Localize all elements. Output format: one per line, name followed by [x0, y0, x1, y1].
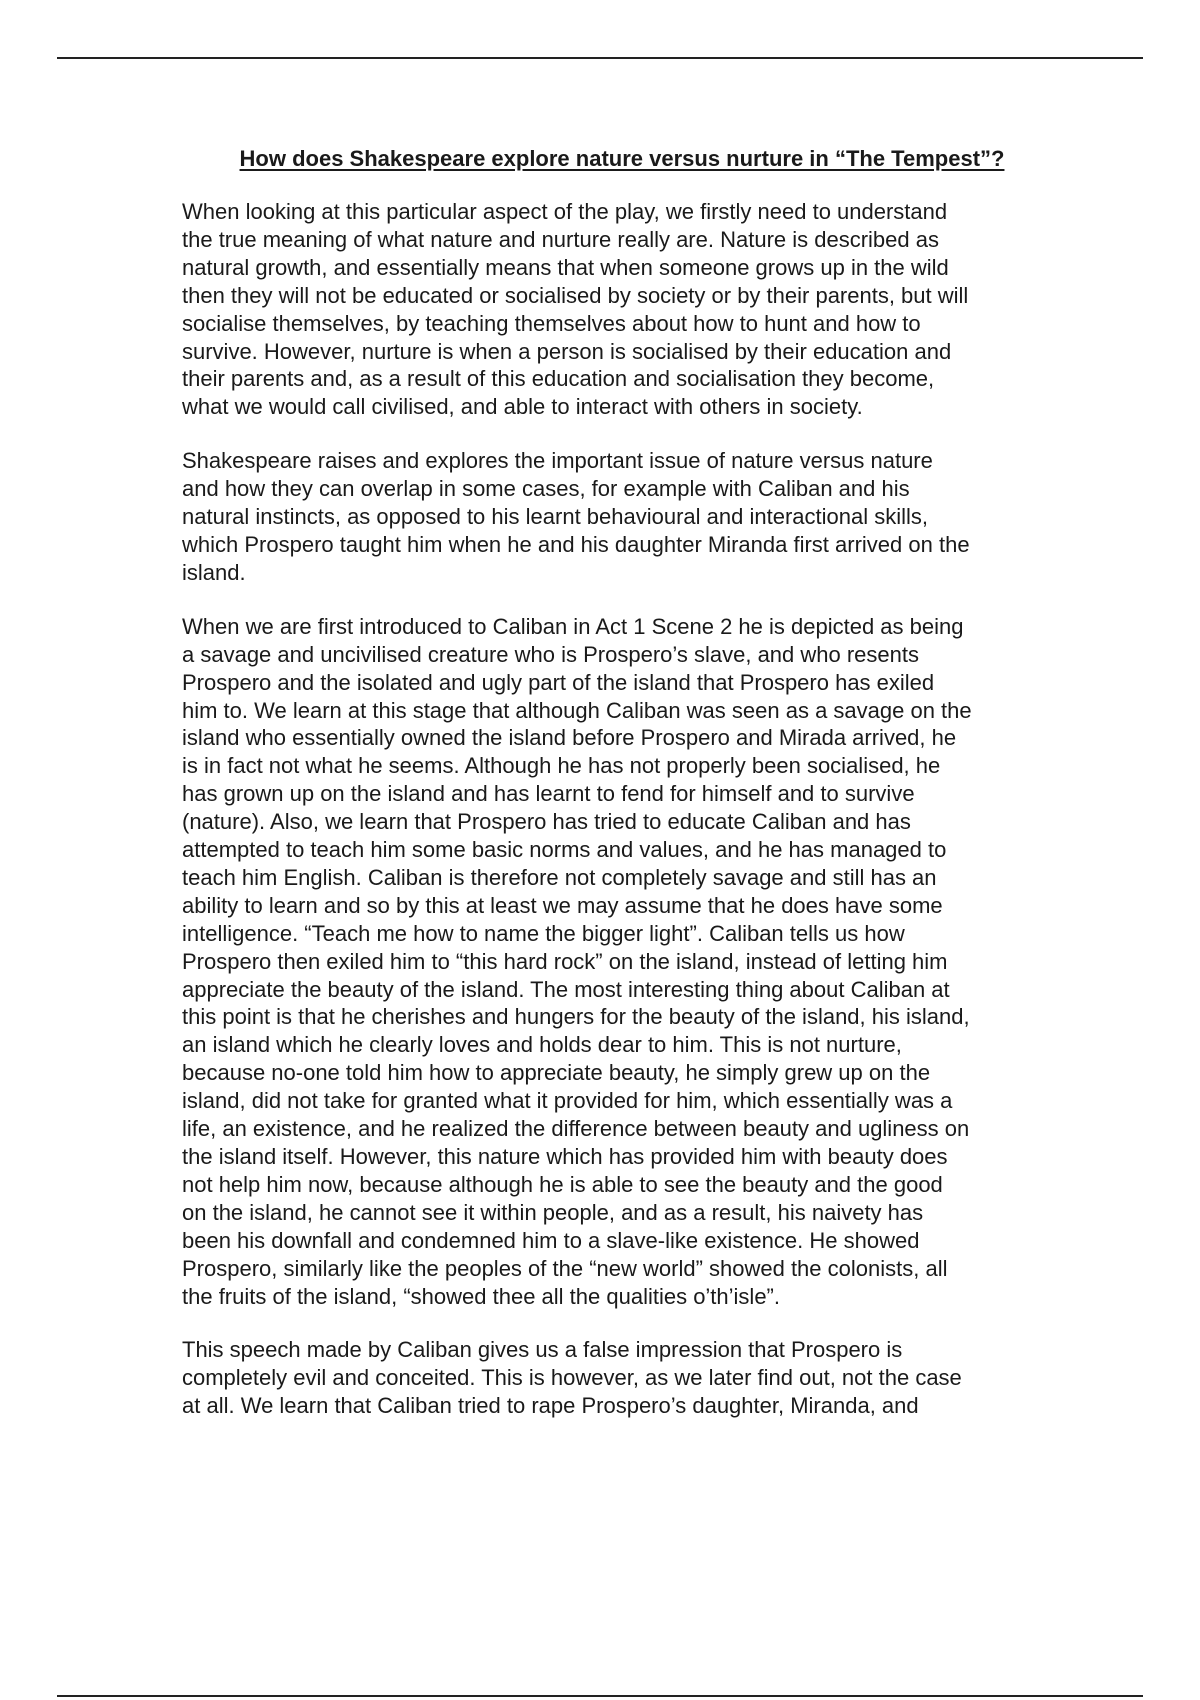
paragraph-4: This speech made by Caliban gives us a false impression that Prospero is completely evil and conceited. This is however, as we later find out, not the case at all. We learn that Caliban tried to rape Prospero’s daughter, Miranda, and: [182, 1337, 962, 1419]
paragraph-1: When looking at this particular aspect of the play, we firstly need to understand the true meaning of what nature and nurture really are. Nature is described as natural growth, and essentially means that when someone grows up in the wild then they will not be educated or socialised by society or by their parents, but will socialise themselves, by teaching themselves about how to hunt and how to survive. However, nurture is when a person is socialised by their education and their parents and, as a result of this education and socialisation they become, what we would call civilised, and able to interact with others in society.: [182, 199, 969, 420]
bottom-rule: [57, 1695, 1143, 1697]
top-rule: [57, 57, 1143, 59]
essay-title: How does Shakespeare explore nature versus nurture in “The Tempest”?: [239, 146, 1005, 171]
document-body: [182, 144, 1062, 1446]
paragraph-2: Shakespeare raises and explores the important issue of nature versus nature and how they can overlap in some cases, for example with Caliban and his natural instincts, as opposed to his learnt behavioural and interactional skills, which Prospero taught him when he and his daughter Miranda first arrived on the island.: [182, 448, 970, 585]
paragraph-3: When we are first introduced to Caliban in Act 1 Scene 2 he is depicted as being a savage and uncivilised creature who is Prospero’s slave, and who resents Prospero and the isolated and ugly part of the island that Prospero has exiled him to. We learn at this stage that although Caliban was seen as a savage on the island who essentially owned the island before Prospero and Mirada arrived, he is in fact not what he seems. Although he has not properly been socialised, he has grown up on the island and has learnt to fend for himself and to survive (nature). Also, we learn that Prospero has tried to educate Caliban and has attempted to teach him some basic norms and values, and he has managed to teach him English. Caliban is therefore not completely savage and still has an ability to learn and so by this at least we may assume that he does have some intelligence. “Teach me how to name the bigger light”. Caliban tells us how Prospero then exiled him to “this hard rock” on the island, instead of letting him appreciate the beauty of the island. The most interesting thing about Caliban at this point is that he cherishes and hungers for the beauty of the island, his island, an island which he clearly loves and holds dear to him. This is not nurture, because no-one told him how to appreciate beauty, he simply grew up on the island, did not take for granted what it provided for him, which essentially was a life, an existence, and he realized the difference between beauty and ugliness on the island itself. However, this nature which has provided him with beauty does not help him now, because although he is able to see the beauty and the good on the island, he cannot see it within people, and as a result, his naivety has been his downfall and condemned him to a slave-like existence. He showed Prospero, similarly like the peoples of the “new world” showed the colonists, all the fruits of the island, “showed thee all the qualities o’th’isle”.: [182, 613, 972, 1309]
